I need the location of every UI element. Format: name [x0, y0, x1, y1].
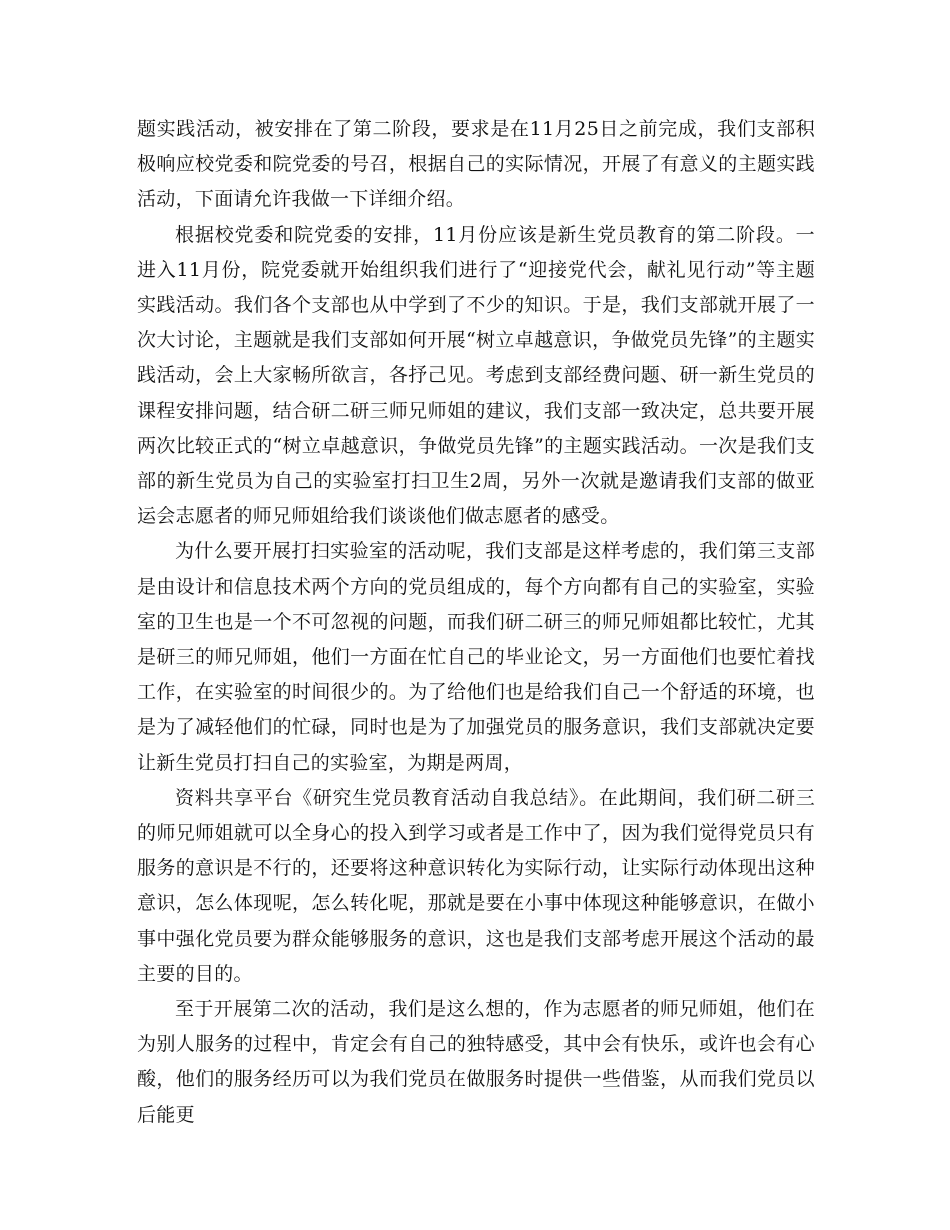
paragraph-1: 题实践活动，被安排在了第二阶段，要求是在11月25日之前完成，我们支部积极响应校党委和院党委的号召，根据自己的实际情况，开展了有意义的主题实践活动，下面请允许我做一下详细介绍。	[137, 118, 815, 211]
paragraph-5: 至于开展第二次的活动，我们是这么想的，作为志愿者的师兄师姐，他们在为别人服务的过程中，肯定会有自己的独特感受，其中会有快乐，或许也会有心酸，他们的服务经历可以为我们党员在做服务时提供一些借鉴，从而我们党员以后能更	[137, 998, 815, 1126]
paragraph-3: 为什么要开展打扫实验室的活动呢，我们支部是这样考虑的，我们第三支部是由设计和信息技术两个方向的党员组成的，每个方向都有自己的实验室，实验室的卫生也是一个不可忽视的问题，而我们研二研三的师兄师姐都比较忙，尤其是研三的师兄师姐，他们一方面在忙自己的毕业论文，另一方面他们也要忙着找工作，在实验室的时间很少的。为了给他们也是给我们自己一个舒适的环境，也是为了减轻他们的忙碌，同时也是为了加强党员的服务意识，我们支部就决定要让新生党员打扫自己的实验室，为期是两周，	[137, 540, 815, 774]
paragraph-2: 根据校党委和院党委的安排，11月份应该是新生党员教育的第二阶段。一进入11月份，院党委就开始组织我们进行了“迎接党代会，献礼见行动”等主题实践活动。我们各个支部也从中学到了不少的知识。于是，我们支部就开展了一次大讨论，主题就是我们支部如何开展“树立卓越意识，争做党员先锋”的主题实践活动，会上大家畅所欲言，各抒己见。考虑到支部经费问题、研一新生党员的课程安排问题，结合研二研三师兄师姐的建议，我们支部一致决定，总共要开展两次比较正式的“树立卓越意识，争做党员先锋”的主题实践活动。一次是我们支部的新生党员为自己的实验室打扫卫生2周，另外一次就是邀请我们支部的做亚运会志愿者的师兄师姐给我们谈谈他们做志愿者的感受。	[137, 223, 815, 528]
paragraph-4: 资料共享平台《研究生党员教育活动自我总结》。在此期间，我们研二研三的师兄师姐就可以全身心的投入到学习或者是工作中了，因为我们觉得党员只有服务的意识是不行的，还要将这种意识转化为实际行动，让实际行动体现出这种意识，怎么体现呢，怎么转化呢，那就是要在小事中体现这种能够意识，在做小事中强化党员要为群众能够服务的意识，这也是我们支部考虑开展这个活动的最主要的目的。	[137, 786, 815, 985]
